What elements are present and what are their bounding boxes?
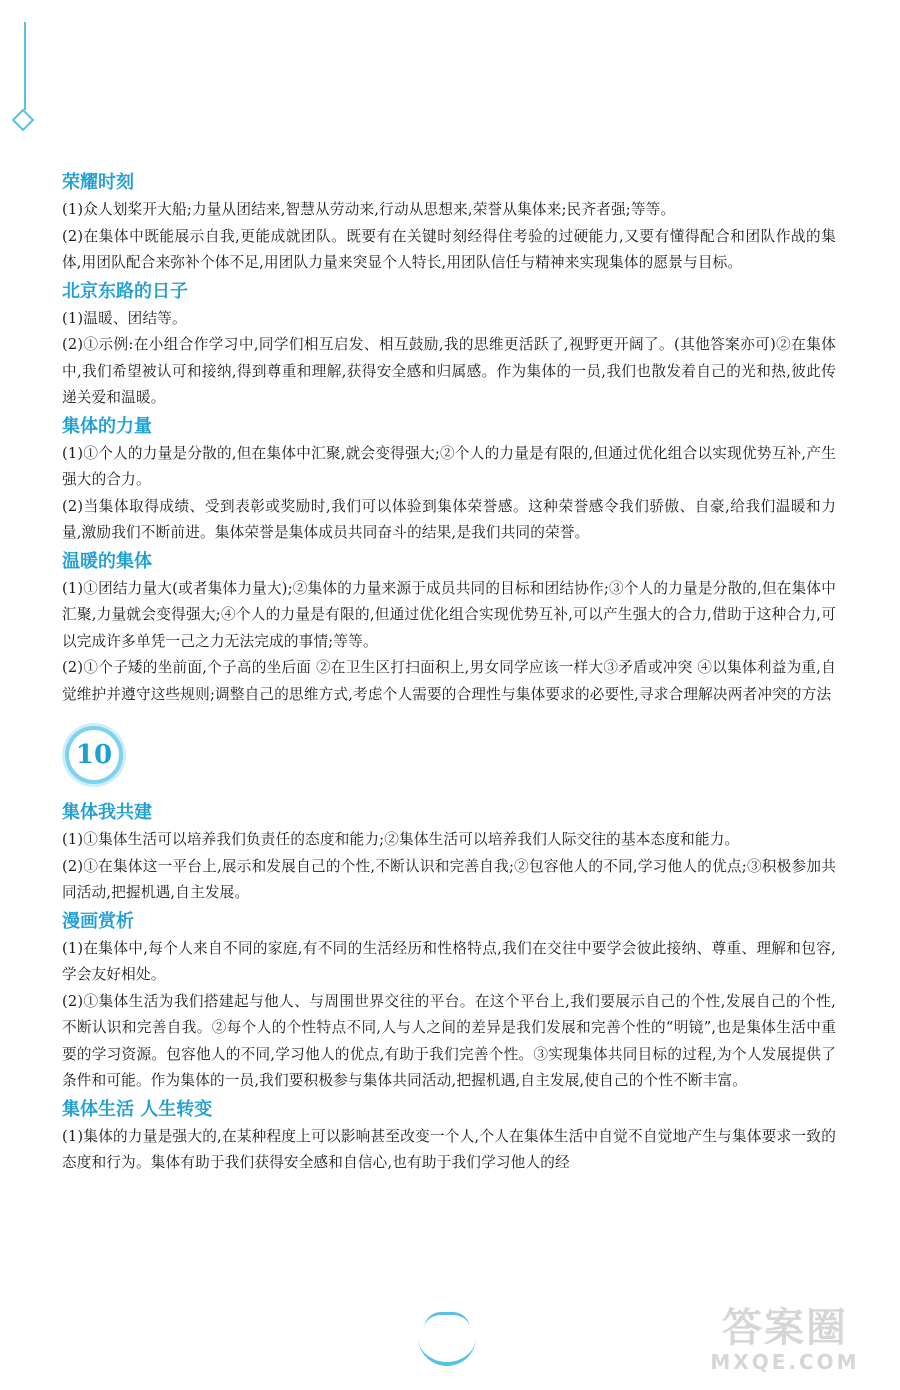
section-title: 北京东路的日子 xyxy=(62,280,188,302)
section-group-after-chapter xyxy=(62,800,836,1177)
answer-paragraph: (1)温暖、团结等。 xyxy=(62,309,187,327)
decorative-vertical-line xyxy=(24,22,26,110)
section-title: 集体我共建 xyxy=(62,802,152,823)
watermark-logo xyxy=(680,1300,890,1380)
section-title: 温暖的集体 xyxy=(62,550,152,572)
section-title: 漫画赏析 xyxy=(62,910,134,932)
answer-paragraph: (1)①团结力量大(或者集体力量大);②集体的力量来源于成员共同的目标和团结协作;③个人的力量是分散的,但在集体中汇聚,力量就会变得强大;④个人的力量是有限的,但通过优化组合实现优势互补,可以产生强大的合力,借助于这种合力,可以完成许多单凭一己之力无法完成的事情;等等。 xyxy=(62,579,836,650)
chapter-number: 10 xyxy=(75,740,113,770)
page-content xyxy=(62,168,836,1177)
decorative-diamond-icon xyxy=(12,109,35,132)
section-title: 集体生活 人生转变 xyxy=(62,1098,213,1120)
answer-paragraph: (2)①示例:在小组合作学习中,同学们相互启发、相互鼓励,我的思维更活跃了,视野更开阔了。(其他答案亦可)②在集体中,我们希望被认可和接纳,得到尊重和理解,获得安全感和归属感。作为集体的一员,我们也散发着自己的光和热,彼此传递关爱和温暖。 xyxy=(62,336,836,406)
answer-paragraph: (2)①个子矮的坐前面,个子高的坐后面 ②在卫生区打扫面积上,男女同学应该一样大③矛盾或冲突 ④以集体利益为重,自觉维护并遵守这些规则;调整自己的思维方式,考虑个人需要的合理性与集体要求的必要性,寻求合理解决两者冲突的方法 xyxy=(62,659,836,703)
section-title: 荣耀时刻 xyxy=(62,172,134,193)
answer-paragraph: (1)在集体中,每个人来自不同的家庭,有不同的生活经历和性格特点,我们在交往中要学会彼此接纳、尊重、理解和包容,学会友好相处。 xyxy=(62,939,836,983)
answer-paragraph: (1)①个人的力量是分散的,但在集体中汇聚,就会变得强大;②个人的力量是有限的,但通过优化组合以实现优势互补,产生强大的合力。 xyxy=(62,444,836,488)
answer-paragraph: (1)①集体生活可以培养我们负责任的态度和能力;②集体生活可以培养我们人际交往的基本态度和能力。 xyxy=(62,831,740,848)
section-group-before-chapter xyxy=(62,170,836,708)
answer-paragraph: (1)众人划桨开大船;力量从团结来,智慧从劳动来,行动从思想来,荣誉从集体来;民齐者强;等等。 xyxy=(62,201,676,218)
answer-paragraph: (2)当集体取得成绩、受到表彰或奖励时,我们可以体验到集体荣誉感。这种荣誉感令我们骄傲、自豪,给我们温暖和力量,激励我们不断前进。集体荣誉是集体成员共同奋斗的结果,是我们共同的荣誉。 xyxy=(62,497,836,541)
watermark-url: MXQE.COM xyxy=(710,1350,860,1374)
section-title: 集体的力量 xyxy=(62,415,152,437)
answer-paragraph: (2)①在集体这一平台上,展示和发展自己的个性,不断认识和完善自我;②包容他人的不同,学习他人的优点;③积极参加共同活动,把握机遇,自主发展。 xyxy=(62,857,836,901)
answer-paragraph: (1)集体的力量是强大的,在某种程度上可以影响甚至改变一个人,个人在集体生活中自觉不自觉地产生与集体要求一致的态度和行为。集体有助于我们获得安全感和自信心,也有助于我们学习他人的经 xyxy=(62,1127,836,1171)
answer-paragraph: (2)在集体中既能展示自我,更能成就团队。既要有在关键时刻经得住考验的过硬能力,又要有懂得配合和团队作战的集体,用团队配合来弥补个体不足,用团队力量来突显个人特长,用团队信任与精神来实现集体的愿景与目标。 xyxy=(62,227,836,271)
chapter-number-badge xyxy=(65,726,123,784)
watermark-text: 答案圈 xyxy=(722,1305,848,1351)
page-number-decoration xyxy=(418,1318,476,1366)
answer-paragraph: (2)①集体生活为我们搭建起与他人、与周围世界交往的平台。在这个平台上,我们要展示自己的个性,发展自己的个性,不断认识和完善自我。②每个人的个性特点不同,人与人之间的差异是我们发展和完善个性的“明镜”,也是集体生活中重要的学习资源。包容他人的不同,学习他人的优点,有助于我们完善个性。③实现集体共同目标的过程,为个人发展提供了条件和可能。作为集体的一员,我们要积极参与集体共同活动,把握机遇,自主发展,使自己的个性不断丰富。 xyxy=(62,992,836,1089)
